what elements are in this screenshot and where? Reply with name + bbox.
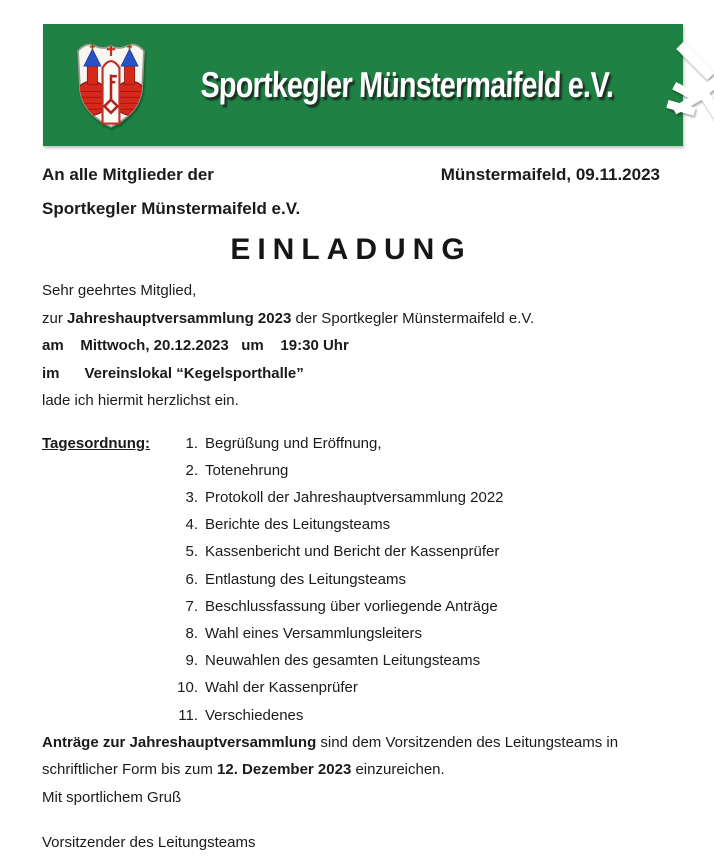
agenda-item: 1. Begrüßung und Eröffnung,	[185, 434, 382, 452]
text-line: am Mittwoch, 20.12.2023 um 19:30 Uhr	[42, 337, 349, 354]
bowling-player-icon	[665, 37, 714, 134]
address-date-row	[42, 165, 660, 185]
recipient-club-line: Sportkegler Münstermaifeld e.V.	[42, 199, 301, 218]
text-line: schriftlicher Form bis zum 12. Dezember 2023 einzureichen.	[42, 761, 445, 779]
text-line: im Vereinslokal “Kegelsporthalle”	[42, 364, 304, 382]
text-line: Anträge zur Jahreshauptversammlung sind dem Vorsitzenden des Leitungsteams in	[42, 733, 619, 751]
agenda-item: 7. Beschlussfassung über vorliegende Anträge	[185, 597, 498, 615]
club-name-title: Sportkegler Münstermaifeld e.V.	[200, 64, 614, 105]
club-crest-icon	[73, 35, 149, 136]
recipient-line: An alle Mitglieder der	[42, 165, 214, 184]
agenda-item: 3. Protokoll der Jahreshauptversammlung 2022	[185, 488, 504, 506]
agenda-item: 10. Wahl der Kassenprüfer	[177, 679, 358, 697]
agenda-item: 11. Verschiedenes	[178, 706, 304, 724]
agenda-item: 4. Berichte des Leitungsteams	[185, 516, 391, 534]
club-banner	[43, 24, 683, 146]
agenda-label: Tagesordnung:	[42, 434, 151, 452]
salutation	[42, 277, 660, 305]
agenda-section	[42, 430, 660, 729]
intro-paragraph	[42, 305, 660, 415]
agenda-item: 5. Kassenbericht und Bericht der Kassenprüfer	[185, 543, 500, 561]
text-line: Sehr geehrtes Mitglied,	[42, 282, 197, 299]
agenda-item: 9. Neuwahlen des gesamten Leitungsteams	[185, 652, 481, 670]
signoff: Mit sportlichem Gruß	[42, 788, 182, 806]
agenda-item: 8. Wahl eines Versammlungsleiters	[185, 624, 423, 642]
letter-title: EINLADUNG	[230, 233, 472, 266]
signature-role: Vorsitzender des Leitungsteams	[42, 834, 256, 852]
agenda-item: 2. Totenehrung	[185, 461, 289, 479]
closing-paragraph	[42, 729, 660, 784]
text-line: zur Jahreshauptversammlung 2023 der Sportkegler Münstermaifeld e.V.	[42, 309, 535, 327]
letter-body	[0, 146, 714, 857]
agenda-list	[170, 430, 660, 729]
text-line: lade ich hiermit herzlichst ein.	[42, 392, 239, 409]
place-date: Münstermaifeld, 09.11.2023	[440, 165, 660, 184]
agenda-item: 6. Entlastung des Leitungsteams	[185, 570, 406, 588]
